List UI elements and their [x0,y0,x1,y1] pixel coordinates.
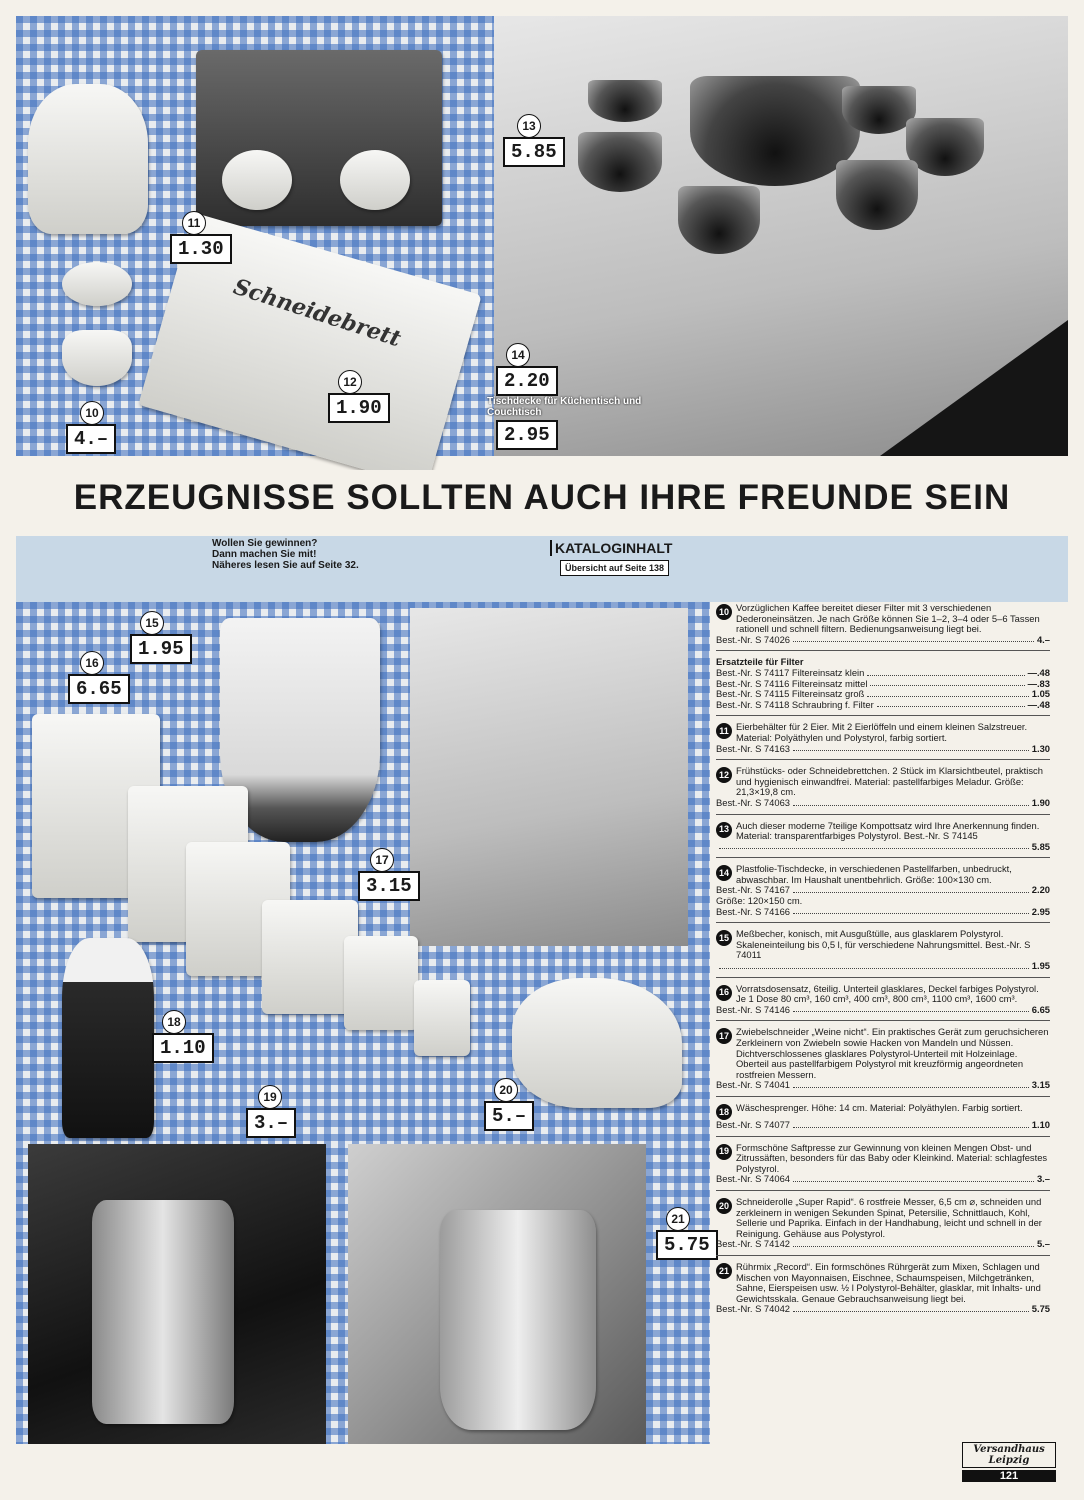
label-12-number: 12 [338,370,362,394]
item-11-text: Eierbehälter für 2 Eier. Mit 2 Eierlöffeln und einem kleinen Salzstreuer. Material: Polyäthylen und Polystyrol, farbig sortiert. [736,721,1028,743]
label-21-number: 21 [666,1207,690,1231]
description-column [716,603,1050,1326]
spare-3-label: Best.-Nr. S 74115 Filtereinsatz groß [716,688,865,700]
item-13-badge: 13 [716,822,732,838]
item-14-badge: 14 [716,865,732,881]
item-14-size-2: Größe: 120×150 cm. [716,895,803,907]
egg-1-image [222,150,292,210]
label-17-number: 17 [370,848,394,872]
item-18 [716,1103,1050,1137]
item-20-order: Best.-Nr. S 74142 [716,1238,790,1250]
item-19-text: Formschöne Saftpresse zur Gewinnung von kleinen Mengen Obst- und Zitrussäften, besonders für das Baby oder Kleinkind. Material: schlagfestes Polystyrol. [736,1141,1048,1174]
coffee-filter-image [28,84,148,234]
promo-strip [16,536,1068,602]
item-12-text: Frühstücks- oder Schneidebrettchen. 2 Stück im Klarsichtbeutel, praktisch und hygienisch einwandfrei. Material: pastellfarbiges Meladur. Größe: 21,3×19,8 cm. [736,765,1043,798]
item-10-price: 4.– [1036,633,1050,645]
label-21-price: 5.75 [656,1230,718,1260]
label-20-number: 20 [494,1078,518,1102]
item-16 [716,984,1050,1022]
item-10 [716,603,1050,651]
item-21-price: 5.75 [1031,1303,1050,1315]
container-6-image [414,980,470,1056]
item-21 [716,1262,1050,1320]
item-11 [716,722,1050,760]
label-18-price: 1.10 [152,1033,214,1063]
item-12 [716,766,1050,814]
item-15-text: Meßbecher, konisch, mit Ausgußtülle, aus glasklarem Polystyrol. Skaleneinteilung bis 0,5 l, für verschiedene Nahrungsmittel. Best.-Nr. S 74011 [736,928,1031,961]
cutting-board-label: Schneidebrett [230,273,405,353]
spare-1-label: Best.-Nr. S 74117 Filtereinsatz klein [716,666,865,678]
item-13 [716,821,1050,859]
spare-3-price: 1.05 [1031,688,1050,700]
item-16-badge: 16 [716,985,732,1001]
small-bowl-3-image [842,86,916,134]
small-bowl-1-image [588,80,662,122]
item-18-price: 1.10 [1031,1118,1050,1130]
item-12-badge: 12 [716,767,732,783]
egg-2-image [340,150,410,210]
promo-text [212,538,359,571]
label-16-number: 16 [80,651,104,675]
item-14-order-2: Best.-Nr. S 74166 [716,905,790,917]
label-16-price: 6.65 [68,674,130,704]
item-14-text: Plastfolie-Tischdecke, in verschiedenen Pastellfarben, unbedruckt, abwaschbar. Im Haushalt unentbehrlich. Größe: 100×130 cm. [736,863,1012,885]
item-10-badge: 10 [716,604,732,620]
filter-insert-small-image [62,262,132,306]
juicer-image [92,1200,234,1424]
mixer-jug-image [440,1210,596,1430]
label-14-number: 14 [506,343,530,367]
item-18-order: Best.-Nr. S 74077 [716,1118,790,1130]
item-16-text: Vorratsdosensatz, 6teilig. Unterteil glasklares, Deckel farbiges Polystyrol. Je 1 Dose 80 cm³, 160 cm³, 400 cm³, 800 cm³, 1100 cm³, 1600 cm³. [736,982,1039,1005]
item-16-order: Best.-Nr. S 74146 [716,1003,790,1015]
spare-parts-title: Ersatzteile für Filter [716,656,804,668]
item-11-badge: 11 [716,723,732,739]
item-13-price: 5.85 [1031,840,1050,852]
footer-brand: Versandhaus Leipzig [962,1442,1056,1468]
small-bowl-6-image [678,186,760,254]
item-20 [716,1197,1050,1256]
small-bowl-2-image [578,132,662,192]
item-21-badge: 21 [716,1263,732,1279]
item-11-price: 1.30 [1031,742,1050,754]
spare-4-price: —.48 [1027,698,1050,710]
tablecloth-caption: Tischdecke für Küchentisch und Couchtisch [487,396,642,418]
item-12-order: Best.-Nr. S 74063 [716,796,790,808]
item-16-price: 6.65 [1031,1003,1050,1015]
label-19-number: 19 [258,1085,282,1109]
item-13-text: Auch dieser moderne 7teilige Kompottsatz wird Ihre Anerkennung finden. Material: transparentfarbiges Polystyrol. Best.-Nr. S 74145 [736,819,1040,842]
tablecloth-price-large: 2.95 [496,420,558,450]
label-12-price: 1.90 [328,393,390,423]
promo-line-2: Dann machen Sie mit! [212,549,317,560]
spare-4-label: Best.-Nr. S 74118 Schraubring f. Filter [716,698,874,710]
item-21-order: Best.-Nr. S 74042 [716,1303,790,1315]
label-17-price: 3.15 [358,871,420,901]
item-10-order: Best.-Nr. S 74026 [716,633,790,645]
item-19 [716,1143,1050,1191]
item-17-text: Zwiebelschneider „Weine nicht“. Ein praktisches Gerät zum geruchsicheren Zerkleinern von Zwiebeln sowie Hacken von Mandeln und Nüssen. Dichtverschlossenes glasklares Polystyrol-Unterteil mit Holzeinlage. Oberteil aus pastellfarbigem Polystyrol mit kreuzförmig angeordneten rostfreien Messern. [736,1026,1049,1080]
label-19-price: 3.– [246,1108,296,1138]
item-20-badge: 20 [716,1198,732,1214]
spare-1-price: —.48 [1027,666,1050,678]
small-bowl-5-image [836,160,918,230]
label-13-price: 5.85 [503,137,565,167]
label-13-number: 13 [517,114,541,138]
label-11-number: 11 [182,211,206,235]
item-14-order-1: Best.-Nr. S 74167 [716,884,790,896]
onion-chopper-photo [410,608,688,946]
spare-2-label: Best.-Nr. S 74116 Filtereinsatz mittel [716,677,868,689]
promo-line-3: Näheres lesen Sie auf Seite 32. [212,560,359,571]
kataloginhalt-link[interactable]: Übersicht auf Seite 138 [560,560,669,576]
item-15-price: 1.95 [1031,960,1050,972]
large-bowl-image [690,76,860,186]
item-17-order: Best.-Nr. S 74041 [716,1079,790,1091]
label-18-number: 18 [162,1010,186,1034]
item-12-price: 1.90 [1031,796,1050,808]
item-11-order: Best.-Nr. S 74163 [716,742,790,754]
item-19-order: Best.-Nr. S 74064 [716,1173,790,1185]
container-5-image [344,936,418,1030]
item-18-text: Wäschesprenger. Höhe: 14 cm. Material: Polyäthylen. Farbig sortiert. [736,1101,1023,1113]
item-19-badge: 19 [716,1144,732,1160]
item-spare-parts [716,657,1050,716]
cutting-roller-image [512,978,682,1108]
item-10-text: Vorzüglichen Kaffee bereitet dieser Filter mit 3 verschiedenen Dederoneinsätzen. Je nach Größe können Sie 1–2, 3–4 oder 5–6 Tassen rationell und schnell filtern. Bedienungsanweisung liegt bei. [736,602,1040,635]
item-15-badge: 15 [716,930,732,946]
label-10-number: 10 [80,401,104,425]
spare-2-price: —.83 [1027,677,1050,689]
item-17-price: 3.15 [1031,1079,1050,1091]
label-20-price: 5.– [484,1101,534,1131]
page-number: 121 [962,1470,1056,1482]
item-17-badge: 17 [716,1028,732,1044]
item-14-price-2: 2.95 [1031,905,1050,917]
promo-line-1: Wollen Sie gewinnen? [212,538,318,549]
filter-insert-medium-image [62,330,132,386]
label-10-price: 4.– [66,424,116,454]
item-14-price-1: 2.20 [1031,884,1050,896]
item-20-text: Schneiderolle „Super Rapid“. 6 rostfreie Messer, 6,5 cm ⌀, schneiden und zerkleinern in wenigen Sekunden Spinat, Petersilie, Schnittlauch, Kohl, Sellerie und Paprika. Einfach in der Handhabung, leicht und schnell in der Reinigung. Gehäuse aus Polystyrol. [736,1195,1042,1239]
item-19-price: 3.– [1036,1173,1050,1185]
kataloginhalt-box[interactable] [550,540,690,586]
item-17 [716,1027,1050,1097]
label-15-number: 15 [140,611,164,635]
footer [962,1442,1056,1482]
laundry-sprinkler-image [62,938,154,1138]
page-headline: ERZEUGNISSE SOLLTEN AUCH IHRE FREUNDE SEIN [0,470,1084,526]
kataloginhalt-title: KATALOGINHALT [550,540,690,556]
item-14 [716,864,1050,923]
item-18-badge: 18 [716,1104,732,1120]
label-11-price: 1.30 [170,234,232,264]
item-20-price: 5.– [1036,1238,1050,1250]
item-21-text: Rührmix „Record“. Ein formschönes Rührgerät zum Mixen, Schlagen und Mischen von Mayonnaisen, Eischnee, Schaumspeisen, Milchgetränken, Sahne, Eierspeisen usw. ½ l Polystyrol-Behälter, glasklar, mit Inhalts- und Gewichtsskala. Genaue Gebrauchsanweisung liegt bei. [736,1260,1041,1304]
label-14-price: 2.20 [496,366,558,396]
label-15-price: 1.95 [130,634,192,664]
item-15 [716,929,1050,977]
